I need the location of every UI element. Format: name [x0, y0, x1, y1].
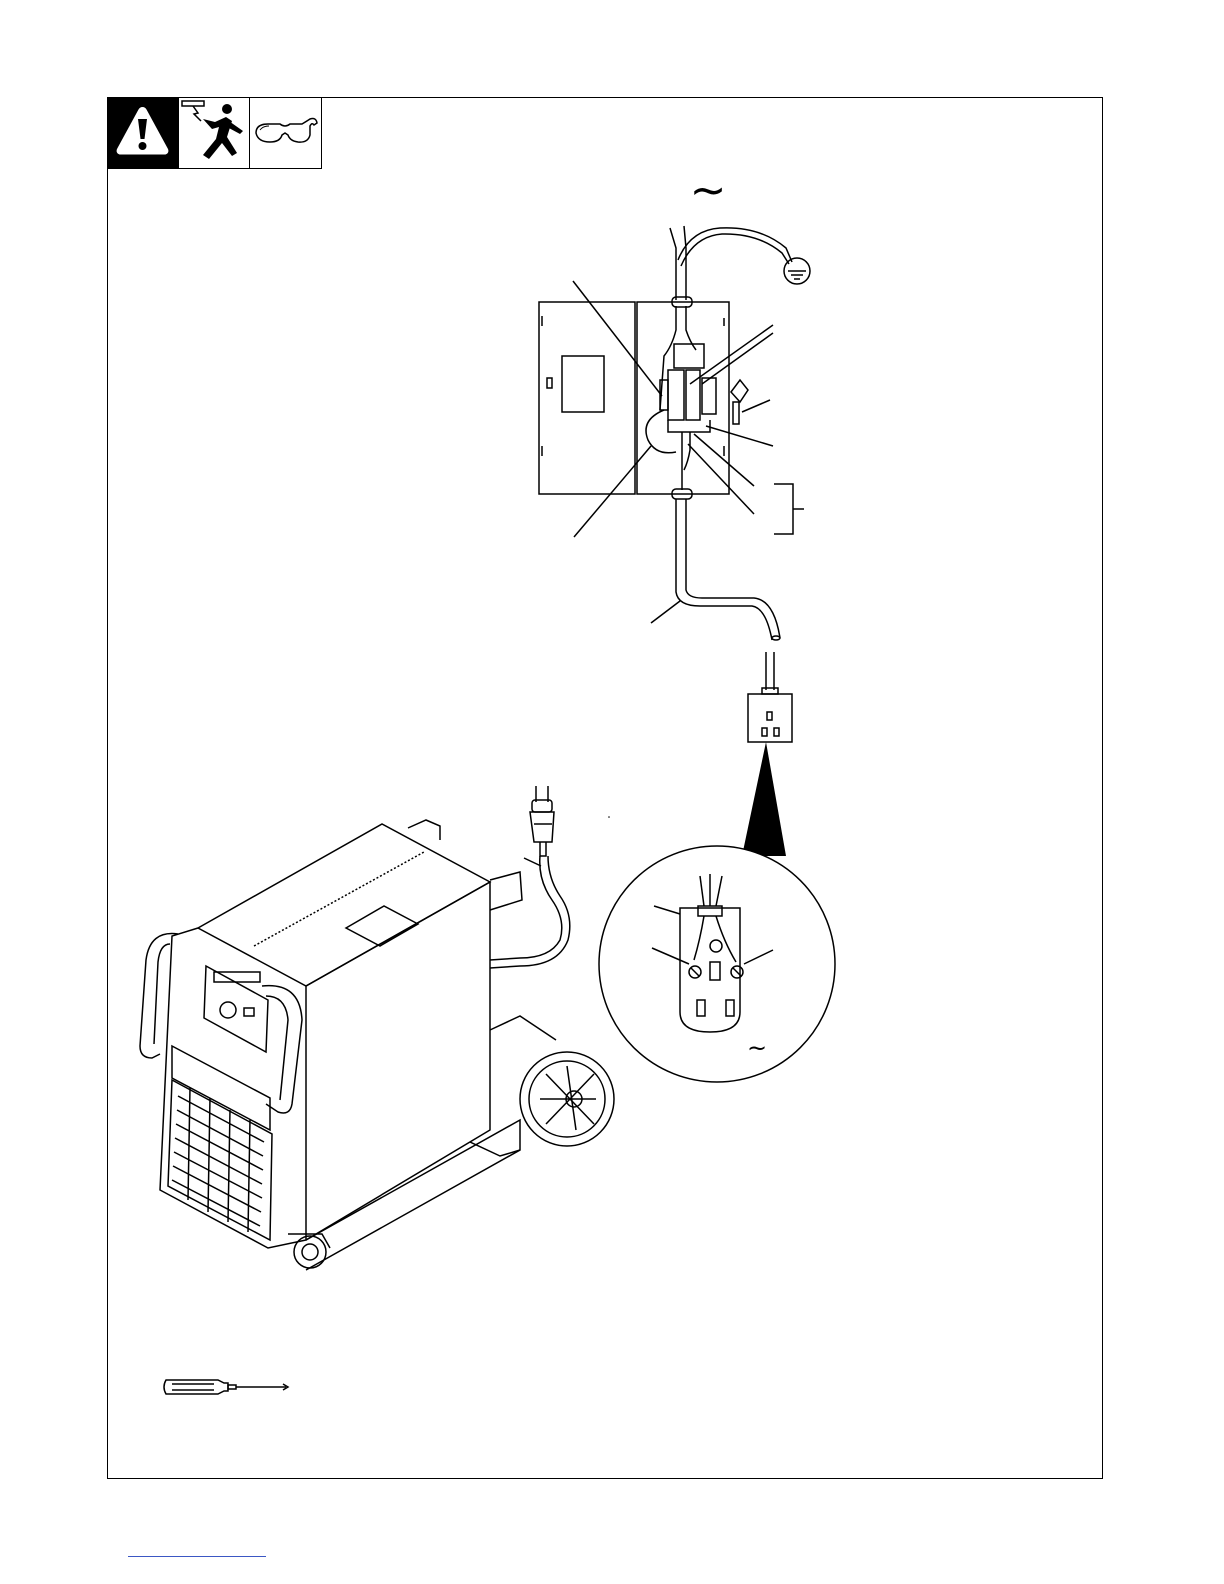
svg-text:~: ~	[746, 1034, 768, 1062]
footer-link-underline[interactable]	[128, 1556, 266, 1557]
receptacle-assembly	[742, 652, 792, 856]
receptacle-detail-view	[599, 846, 835, 1082]
machine-plug	[524, 786, 554, 866]
callout-leaders-box	[573, 281, 804, 623]
ac-supply-symbol	[690, 165, 727, 216]
disconnect-device-box	[539, 297, 748, 499]
supply-cord	[676, 499, 780, 640]
ground-symbol	[784, 258, 810, 284]
incoming-supply-conductors	[670, 226, 792, 300]
svg-text:~: ~	[689, 165, 727, 216]
welding-machine	[140, 820, 614, 1270]
stray-mark	[608, 816, 610, 818]
screwdriver-icon	[164, 1380, 288, 1394]
machine-power-cord	[490, 856, 570, 968]
